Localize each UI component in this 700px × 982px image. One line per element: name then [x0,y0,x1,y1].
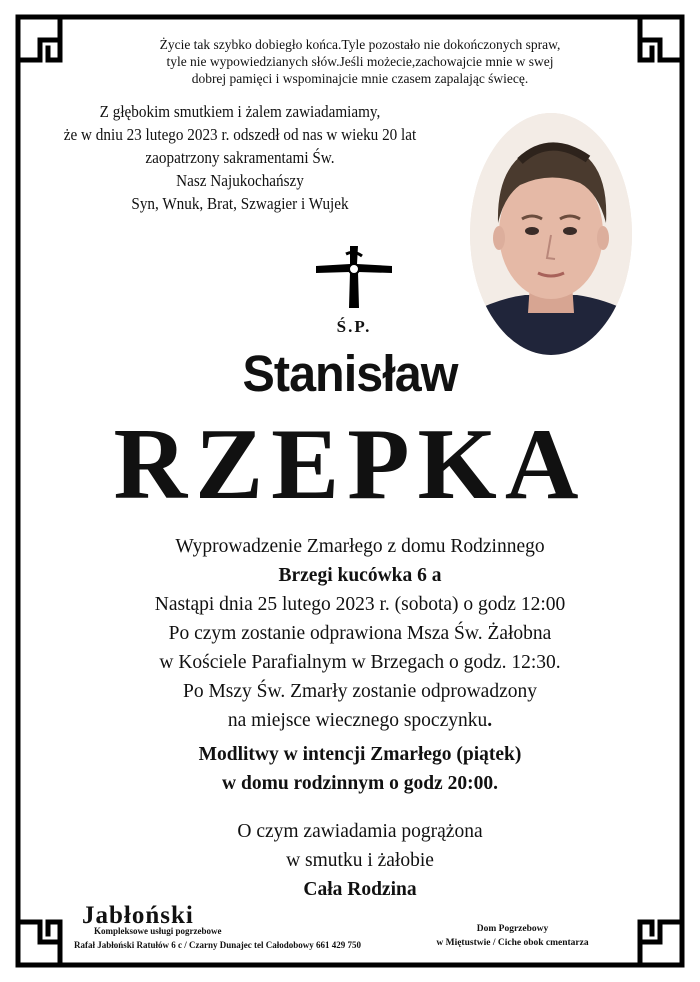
prayer-info [60,740,660,798]
funeral-line: Wyprowadzenie Zmarłego z domu Rodzinnego [175,536,545,557]
intro-line: zaopatrzony sakramentami Św. [145,148,335,167]
cross-emblem [312,244,396,334]
company-tagline: Kompleksowe usługi pogrzebowe [94,926,222,936]
deceased-last-name: RZEPKA [113,408,587,521]
cross-caption: Ś.P. [336,317,372,336]
funeral-line-period: . [487,710,493,731]
deceased-first-name: Stanisław [242,345,458,402]
quote-line: Życie tak szybko dobiegło końca.Tyle pozostało nie dokończonych spraw, [159,37,561,52]
funeral-company-logo [74,902,418,950]
closing-note [60,817,660,904]
family-signature: Cała Rodzina [303,879,417,900]
funeral-line: w Kościele Parafialnym w Brzegach o godz. 12:30. [159,652,561,673]
funeral-line-text: na miejsce wiecznego spoczynku [227,710,488,731]
funeral-home-info [400,922,625,950]
funeral-line: Po czym zostanie odprawiona Msza Św. Żałobna [168,623,552,644]
intro-line: Syn, Wnuk, Brat, Szwagier i Wujek [131,194,349,213]
intro-line: Z głębokim smutkiem i żalem zawiadamiamy, [99,102,381,121]
company-address: Rafał Jabłoński Ratułów 6 c / Czarny Dunajec tel Całodobowy 661 429 750 [74,940,362,950]
intro-line: że w dniu 23 lutego 2023 r. odszedł od nas w wieku 20 lat [63,125,417,144]
funeral-home-name: Dom Pogrzebowy [476,924,549,934]
closing-line: O czym zawiadamia pogrążona [237,821,483,842]
funeral-line: Nastąpi dnia 25 lutego 2023 r. (sobota) o godz 12:00 [154,594,566,615]
portrait-photo [470,113,632,355]
deceased-portrait [470,113,632,355]
cross-icon [312,244,396,310]
intro-line: Nasz Najukochańszy [176,171,304,190]
quote-line: tyle nie wypowiedzianych słów.Jeśli możecie,zachowajcie mnie w swej [166,54,554,69]
funeral-address: Brzegi kucówka 6 a [278,565,442,586]
farewell-quote [60,36,660,87]
prayer-line: w domu rodzinnym o godz 20:00. [222,773,498,794]
company-name: Jabłoński [82,902,194,929]
funeral-line [60,706,660,735]
funeral-details [60,532,660,735]
funeral-home-location: w Miętustwie / Ciche obok cmentarza [436,938,589,948]
quote-line: dobrej pamięci i wspominajcie mnie czasem zapalając świecę. [191,71,529,86]
closing-line: w smutku i żałobie [286,850,434,871]
funeral-line: Po Mszy Św. Zmarły zostanie odprowadzony [182,681,537,702]
announcement-intro [56,100,424,215]
prayer-line: Modlitwy w intencji Zmarłego (piątek) [198,744,522,765]
